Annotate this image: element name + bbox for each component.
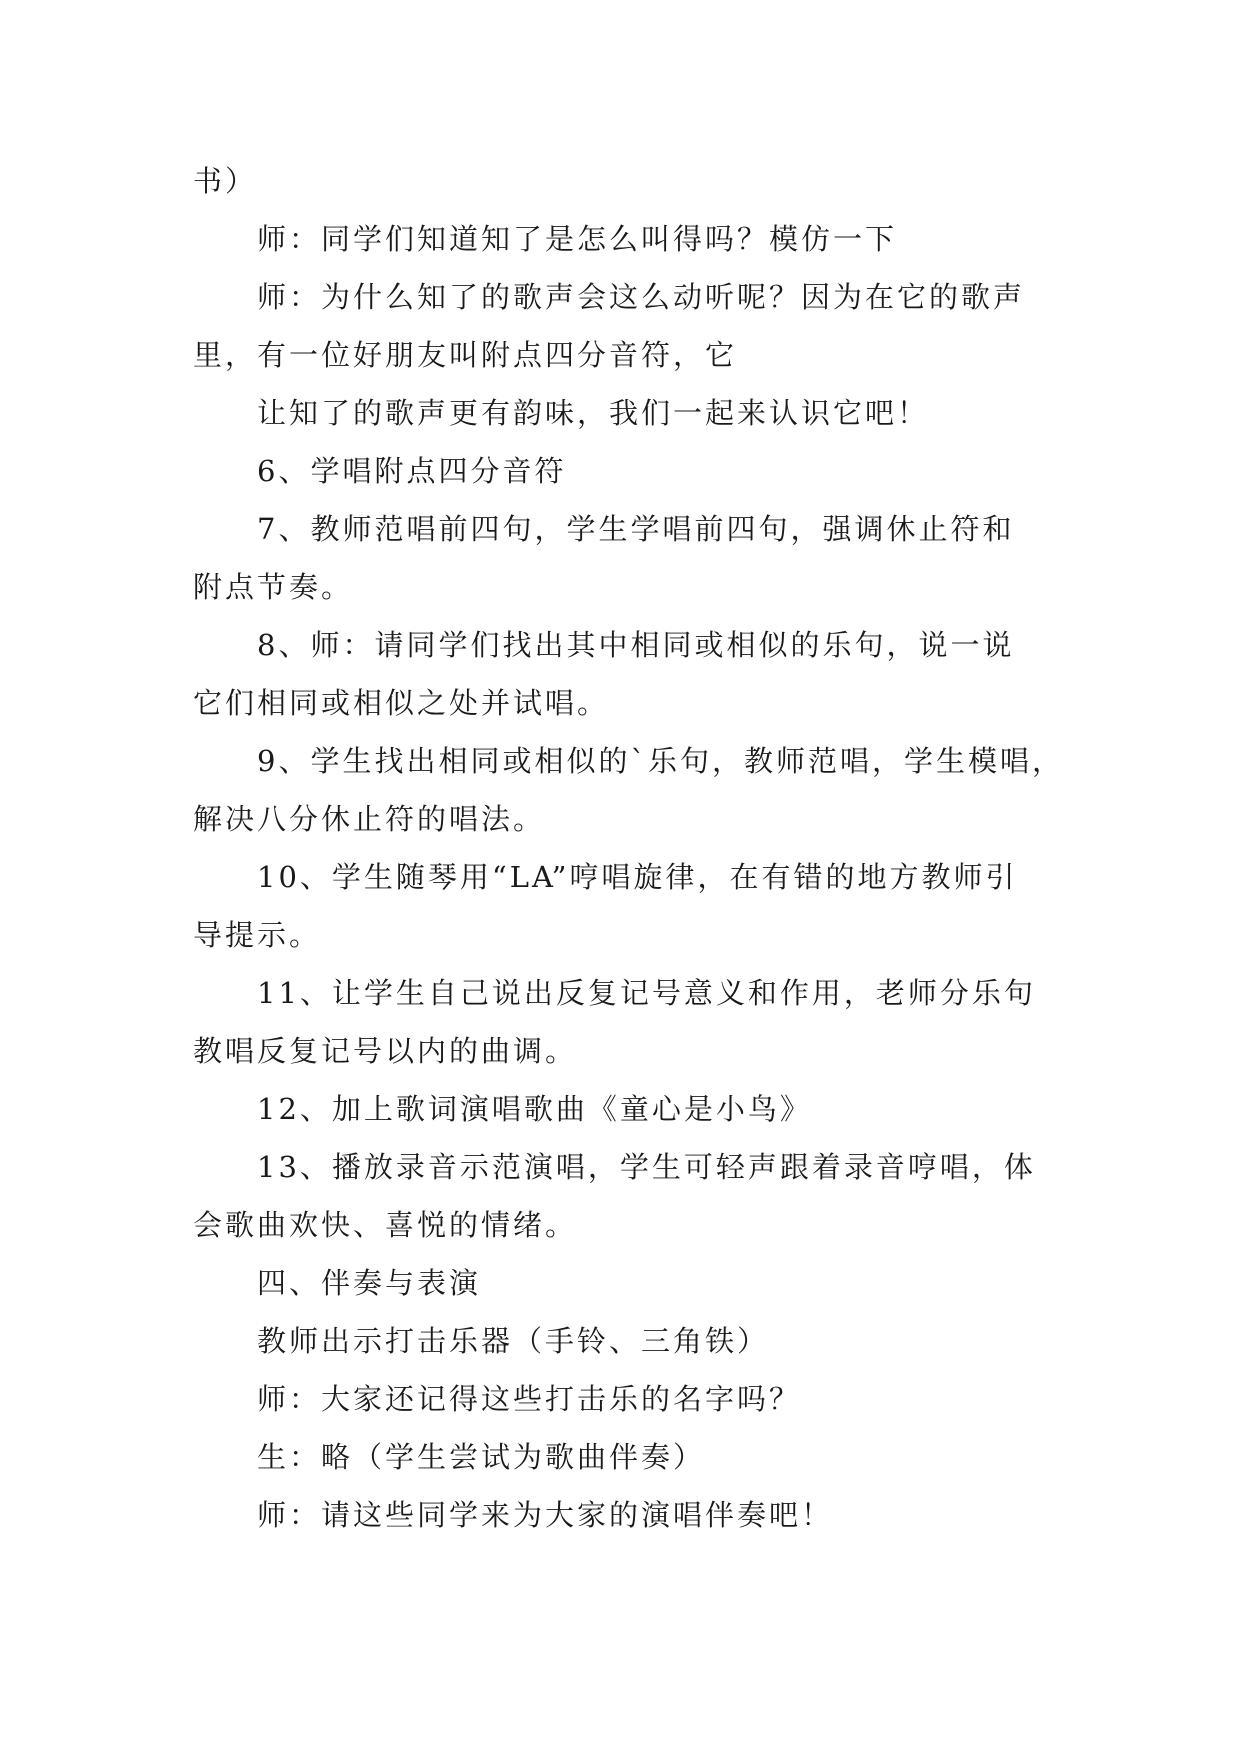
text-line: 6、学唱附点四分音符	[257, 454, 567, 488]
section-heading: 四、伴奏与表演	[257, 1266, 482, 1300]
text-line: 生：略（学生尝试为歌曲伴奏）	[257, 1440, 706, 1474]
text-line: 8、师：请同学们找出其中相同或相似的乐句，说一说	[257, 628, 1015, 662]
text-line: 教师出示打击乐器（手铃、三角铁）	[257, 1324, 770, 1358]
text-line: 师：请这些同学来为大家的演唱伴奏吧！	[257, 1498, 834, 1532]
text-line: 书）	[193, 164, 258, 198]
text-line: 师：同学们知道知了是怎么叫得吗？模仿一下	[257, 222, 898, 256]
text-line: 12、加上歌词演唱歌曲《童心是小鸟》	[257, 1092, 812, 1126]
text-line: 11、让学生自己说出反复记号意义和作用，老师分乐句	[257, 976, 1036, 1010]
text-line: 10、学生随琴用“LA”哼唱旋律，在有错的地方教师引	[257, 860, 1018, 894]
text-line: 解决八分休止符的唱法。	[193, 802, 546, 836]
text-line: 7、教师范唱前四句，学生学唱前四句，强调休止符和	[257, 512, 1015, 546]
text-line: 会歌曲欢快、喜悦的情绪。	[193, 1208, 578, 1242]
text-line: 师：大家还记得这些打击乐的名字吗？	[257, 1382, 802, 1416]
text-line: 附点节奏。	[193, 570, 354, 604]
text-line: 导提示。	[193, 918, 322, 952]
text-line: 教唱反复记号以内的曲调。	[193, 1034, 578, 1068]
text-line: 里，有一位好朋友叫附点四分音符，它	[193, 338, 738, 372]
text-line: 它们相同或相似之处并试唱。	[193, 686, 610, 720]
text-line: 师：为什么知了的歌声会这么动听呢？因为在它的歌声	[257, 280, 1026, 314]
text-line: 13、播放录音示范演唱，学生可轻声跟着录音哼唱，体	[257, 1150, 1036, 1184]
text-line: 让知了的歌声更有韵味，我们一起来认识它吧！	[257, 396, 930, 430]
document-body	[193, 152, 1064, 1544]
text-line: 9、学生找出相同或相似的`乐句，教师范唱，学生模唱，	[257, 744, 1064, 778]
